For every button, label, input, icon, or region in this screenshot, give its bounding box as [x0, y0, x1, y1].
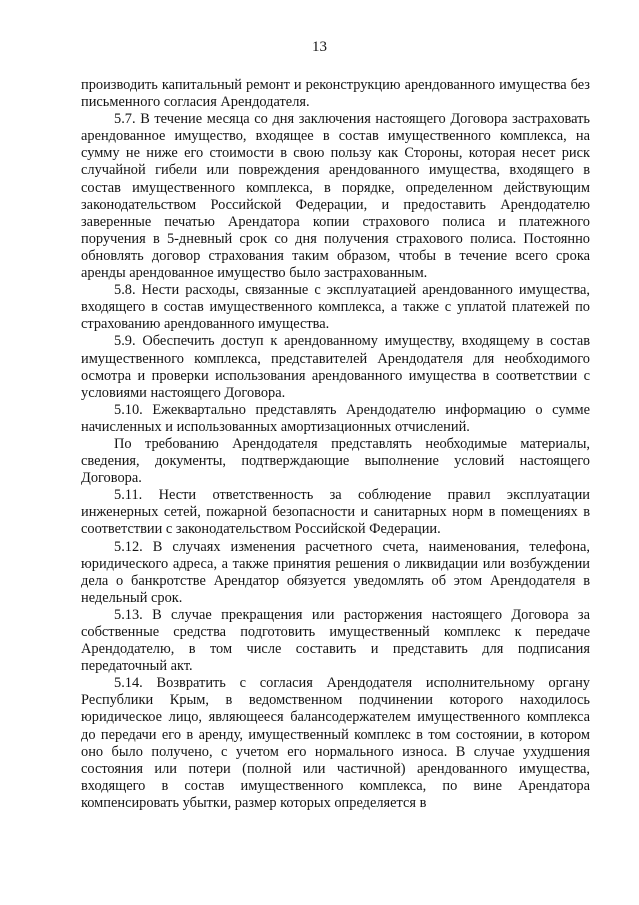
page-number: 13	[312, 39, 327, 55]
paragraph: 5.8. Нести расходы, связанные с эксплуатацией арендованного имущества, входящего в состав имущественного комплекса, а также с уплатой платежей по страхованию арендованного имущества.	[81, 282, 590, 333]
paragraph: 5.10. Ежеквартально представлять Арендодателю информацию о сумме начисленных и использованных амортизационных отчислений.	[81, 401, 590, 435]
document-body	[81, 77, 590, 812]
paragraph: По требованию Арендодателя представлять необходимые материалы, сведения, документы, подтверждающие выполнение условий настоящего Договора.	[81, 435, 590, 487]
paragraph: 5.14. Возвратить с согласия Арендодателя исполнительному органу Республики Крым, в ведомственном подчинении которого находилось юридическое лицо, являющееся балансодержателем имущественного комплекса до передачи его в аренду, имущественный комплекс в том состоянии, в котором оно было получено, с учетом его нормального износа. В случае ухудшения состояния или потери (полной или частичной) арендованного имущества, входящего в состав имущественного комплекса, по вине Арендатора компенсировать убытки, размер которых определяется в	[81, 675, 590, 811]
paragraph: 5.11. Нести ответственность за соблюдение правил эксплуатации инженерных сетей, пожарной безопасности и санитарных норм в помещениях в соответствии с законодательством Российской Федерации.	[81, 487, 590, 538]
paragraph: 5.7. В течение месяца со дня заключения настоящего Договора застраховать арендованное имущество, входящее в состав имущественного комплекса, на сумму не ниже его стоимости в свою пользу как Стороны, которая несет риск случайной гибели или повреждения арендованного имущества, входящего в состав имущественного комплекса, в порядке, определенном действующим законодательством Российской Федерации, и предоставить Арендодателю заверенные печатью Арендатора копии страхового полиса и платежного поручения в 5-дневный срок со дня получения страхового полиса. Постоянно обновлять договор страхования таким образом, чтобы в течение всего срока аренды арендованное имущество было застрахованным.	[81, 111, 590, 282]
paragraph: 5.9. Обеспечить доступ к арендованному имуществу, входящему в состав имущественного комплекса, представителей Арендодателя для необходимого осмотра и проверки использования арендованного имущества в соответствии с условиями настоящего Договора.	[81, 333, 590, 401]
paragraph: производить капитальный ремонт и реконструкцию арендованного имущества без письменного согласия Арендодателя.	[81, 77, 590, 111]
paragraph: 5.13. В случае прекращения или расторжения настоящего Договора за собственные средства подготовить имущественный комплекс к передаче Арендодателю, в том числе составить и представить для подписания передаточный акт.	[81, 606, 590, 675]
paragraph: 5.12. В случаях изменения расчетного счета, наименования, телефона, юридического адреса, а также принятия решения о ликвидации или возбуждении дела о банкротстве Арендатор обязуется уведомлять об этом Арендодателя в недельный срок.	[81, 538, 590, 606]
